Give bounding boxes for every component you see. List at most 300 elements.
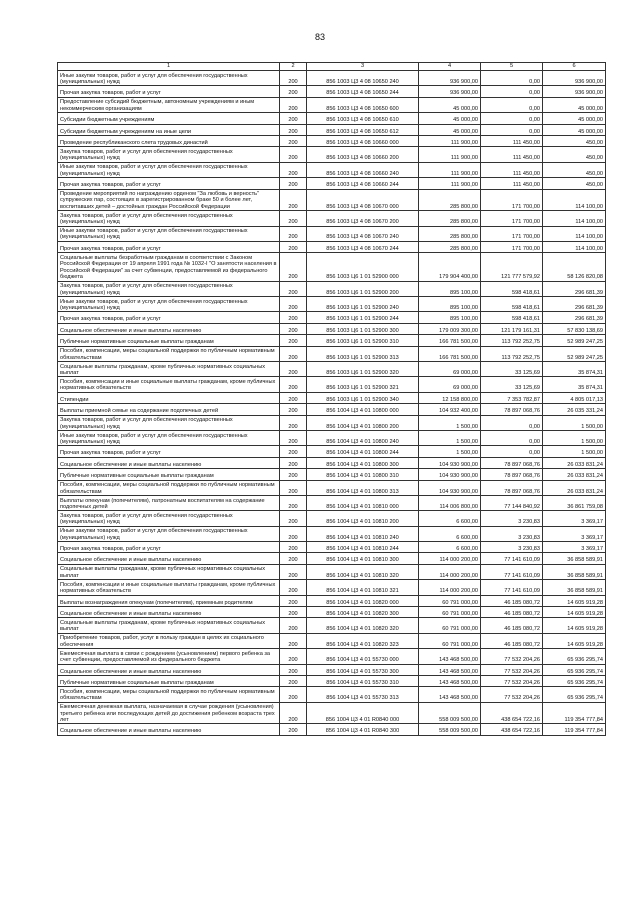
row-col4-value-cell: 111 900,00 xyxy=(419,135,481,146)
row-code-a-cell: 200 xyxy=(280,404,307,415)
table-row xyxy=(58,323,606,334)
row-classification-code-cell: 856 1004 Ц3 4 01 55730 000 xyxy=(307,649,419,664)
row-name-cell: Пособия, компенсации, меры социальной поддержки по публичным нормативным обязательствам xyxy=(58,687,280,702)
row-col6-value-cell: 4 805 017,13 xyxy=(543,392,606,403)
row-col6-value-cell: 114 100,00 xyxy=(543,226,606,241)
row-code-a-cell: 200 xyxy=(280,676,307,687)
row-classification-code-cell: 856 1003 Ц6 1 01 52900 321 xyxy=(307,377,419,392)
row-classification-code-cell: 856 1004 Ц3 4 01 10810 240 xyxy=(307,526,419,541)
row-classification-code-cell: 856 1004 Ц3 4 01 10810 200 xyxy=(307,511,419,526)
row-classification-code-cell: 856 1004 Ц3 4 01 10800 000 xyxy=(307,404,419,415)
row-code-a-cell: 200 xyxy=(280,618,307,633)
row-col5-value-cell: 77 532 204,26 xyxy=(481,676,543,687)
row-col5-value-cell: 111 450,00 xyxy=(481,162,543,177)
row-classification-code-cell: 856 1003 Ц3 4 08 10660 000 xyxy=(307,135,419,146)
table-row xyxy=(58,495,606,510)
row-col5-value-cell: 78 897 068,76 xyxy=(481,469,543,480)
row-col6-value-cell: 450,00 xyxy=(543,178,606,189)
row-col4-value-cell: 143 468 500,00 xyxy=(419,676,481,687)
row-classification-code-cell: 856 1003 Ц6 1 01 52900 340 xyxy=(307,392,419,403)
row-col6-value-cell: 52 989 247,25 xyxy=(543,346,606,361)
row-name-cell: Прочая закупка товаров, работ и услуг xyxy=(58,241,280,252)
row-col5-value-cell: 113 792 252,75 xyxy=(481,346,543,361)
row-name-cell: Закупка товаров, работ и услуг для обеспечения государственных (муниципальных) нужд xyxy=(58,147,280,162)
row-classification-code-cell: 856 1004 Ц3 4 01 55730 310 xyxy=(307,676,419,687)
row-name-cell: Выплаты опекунам (попечителям), патронатным воспитателям на содержание подопечных детей xyxy=(58,495,280,510)
row-name-cell: Проведение республиканского слета трудовых династий xyxy=(58,135,280,146)
row-classification-code-cell: 856 1003 Ц6 1 01 52900 310 xyxy=(307,335,419,346)
table-row xyxy=(58,633,606,648)
row-code-a-cell: 200 xyxy=(280,542,307,553)
row-code-a-cell: 200 xyxy=(280,480,307,495)
row-classification-code-cell: 856 1003 Ц3 4 08 10660 200 xyxy=(307,147,419,162)
row-name-cell: Проведение мероприятий по награждению орденом "За любовь и верность" супружеских пар, состоящих в зарегистрированном браке 50 и более лет, воспитавших детей – достойных граждан Российской Федерации xyxy=(58,189,280,211)
table-row xyxy=(58,113,606,124)
row-name-cell: Публичные нормативные социальные выплаты гражданам xyxy=(58,335,280,346)
row-name-cell: Пособия, компенсации и иные социальные выплаты гражданам, кроме публичных нормативных обязательств xyxy=(58,580,280,595)
row-name-cell: Ежемесячная денежная выплата, назначаемая в случае рождения (усыновления) третьего ребенка или последующих детей до достижения ребенком возраста трех лет xyxy=(58,702,280,724)
table-row xyxy=(58,392,606,403)
row-col4-value-cell: 12 158 800,00 xyxy=(419,392,481,403)
table-row xyxy=(58,362,606,377)
table-row xyxy=(58,687,606,702)
row-col4-value-cell: 114 000 200,00 xyxy=(419,564,481,579)
row-col4-value-cell: 6 600,00 xyxy=(419,526,481,541)
row-name-cell: Прочая закупка товаров, работ и услуг xyxy=(58,542,280,553)
row-col5-value-cell: 46 185 080,72 xyxy=(481,618,543,633)
row-col4-value-cell: 60 791 000,00 xyxy=(419,607,481,618)
row-classification-code-cell: 856 1003 Ц3 4 08 10670 240 xyxy=(307,226,419,241)
row-col5-value-cell: 598 418,61 xyxy=(481,281,543,296)
row-col5-value-cell: 438 654 722,16 xyxy=(481,702,543,724)
row-classification-code-cell: 856 1004 Ц3 4 01 10800 310 xyxy=(307,469,419,480)
row-col5-value-cell: 3 230,83 xyxy=(481,511,543,526)
row-code-a-cell: 200 xyxy=(280,649,307,664)
row-code-a-cell: 200 xyxy=(280,511,307,526)
row-classification-code-cell: 856 1004 Ц3 4 01 10820 300 xyxy=(307,607,419,618)
row-col6-value-cell: 65 936 295,74 xyxy=(543,676,606,687)
table-body xyxy=(58,71,606,736)
row-col5-value-cell: 0,00 xyxy=(481,430,543,445)
table-row xyxy=(58,553,606,564)
row-col5-value-cell: 171 700,00 xyxy=(481,189,543,211)
row-code-a-cell: 200 xyxy=(280,253,307,281)
row-col6-value-cell: 114 100,00 xyxy=(543,241,606,252)
table-row xyxy=(58,564,606,579)
row-col6-value-cell: 114 100,00 xyxy=(543,211,606,226)
row-name-cell: Иные закупки товаров, работ и услуг для обеспечения государственных (муниципальных) нужд xyxy=(58,226,280,241)
row-name-cell: Пособия, компенсации, меры социальной поддержки по публичным нормативным обязательствам xyxy=(58,480,280,495)
row-classification-code-cell: 856 1003 Ц6 1 01 52900 240 xyxy=(307,297,419,312)
row-col5-value-cell: 598 418,61 xyxy=(481,297,543,312)
row-col5-value-cell: 438 654 722,16 xyxy=(481,724,543,735)
table-row xyxy=(58,469,606,480)
row-col5-value-cell: 78 897 068,76 xyxy=(481,457,543,468)
row-col5-value-cell: 121 179 161,31 xyxy=(481,323,543,334)
row-name-cell: Выплаты вознаграждения опекунам (попечителям), приемным родителям xyxy=(58,595,280,606)
row-code-a-cell: 200 xyxy=(280,312,307,323)
row-name-cell: Социальные выплаты безработным гражданам в соответствии с Законом Российской Федерации от 19 апреля 1991 года № 1032-I "О занятости населения в Российской Федерации" за счет субвенции, предоставляемой из федерального бюджета xyxy=(58,253,280,281)
row-code-a-cell: 200 xyxy=(280,71,307,86)
row-name-cell: Социальное обеспечение и иные выплаты населению xyxy=(58,724,280,735)
table-row xyxy=(58,649,606,664)
row-col4-value-cell: 60 791 000,00 xyxy=(419,618,481,633)
row-col6-value-cell: 14 605 919,28 xyxy=(543,595,606,606)
row-col5-value-cell: 598 418,61 xyxy=(481,312,543,323)
row-classification-code-cell: 856 1004 Ц3 4 01 55730 300 xyxy=(307,664,419,675)
row-col5-value-cell: 0,00 xyxy=(481,446,543,457)
column-header: 3 xyxy=(307,63,419,71)
row-col6-value-cell: 296 681,39 xyxy=(543,312,606,323)
table-row xyxy=(58,281,606,296)
table-row xyxy=(58,97,606,112)
row-col4-value-cell: 69 000,00 xyxy=(419,362,481,377)
row-classification-code-cell: 856 1004 Ц3 4 01 10810 000 xyxy=(307,495,419,510)
row-code-a-cell: 200 xyxy=(280,580,307,595)
row-col6-value-cell: 36 858 589,91 xyxy=(543,564,606,579)
table-row xyxy=(58,702,606,724)
row-col4-value-cell: 45 000,00 xyxy=(419,97,481,112)
row-col5-value-cell: 0,00 xyxy=(481,86,543,97)
row-col6-value-cell: 450,00 xyxy=(543,162,606,177)
row-col6-value-cell: 45 000,00 xyxy=(543,113,606,124)
row-classification-code-cell: 856 1003 Ц6 1 01 52900 320 xyxy=(307,362,419,377)
row-code-a-cell: 200 xyxy=(280,377,307,392)
row-code-a-cell: 200 xyxy=(280,724,307,735)
table-row xyxy=(58,86,606,97)
row-col5-value-cell: 33 125,69 xyxy=(481,362,543,377)
row-col6-value-cell: 1 500,00 xyxy=(543,415,606,430)
row-classification-code-cell: 856 1003 Ц6 1 01 52900 244 xyxy=(307,312,419,323)
row-code-a-cell: 200 xyxy=(280,702,307,724)
row-code-a-cell: 200 xyxy=(280,113,307,124)
row-col6-value-cell: 57 830 138,69 xyxy=(543,323,606,334)
row-name-cell: Закупка товаров, работ и услуг для обеспечения государственных (муниципальных) нужд xyxy=(58,511,280,526)
row-name-cell: Ежемесячная выплата в связи с рождением (усыновлением) первого ребенка за счет субвенции, предоставляемой из федерального бюджета xyxy=(58,649,280,664)
row-col4-value-cell: 895 100,00 xyxy=(419,297,481,312)
table-row xyxy=(58,664,606,675)
row-name-cell: Публичные нормативные социальные выплаты гражданам xyxy=(58,469,280,480)
table-row xyxy=(58,595,606,606)
row-col4-value-cell: 6 600,00 xyxy=(419,542,481,553)
table-row xyxy=(58,446,606,457)
row-name-cell: Иные закупки товаров, работ и услуг для обеспечения государственных (муниципальных) нужд xyxy=(58,162,280,177)
row-col5-value-cell: 0,00 xyxy=(481,71,543,86)
row-classification-code-cell: 856 1003 Ц3 4 08 10650 610 xyxy=(307,113,419,124)
row-col6-value-cell: 36 858 589,91 xyxy=(543,580,606,595)
row-classification-code-cell: 856 1004 Ц3 4 01 10820 323 xyxy=(307,633,419,648)
row-name-cell: Субсидии бюджетным учреждениям xyxy=(58,113,280,124)
row-name-cell: Прочая закупка товаров, работ и услуг xyxy=(58,178,280,189)
row-name-cell: Иные закупки товаров, работ и услуг для обеспечения государственных (муниципальных) нужд xyxy=(58,430,280,445)
row-name-cell: Приобретение товаров, работ, услуг в пользу граждан в целях их социального обеспечения xyxy=(58,633,280,648)
row-classification-code-cell: 856 1004 Ц3 4 01 10810 244 xyxy=(307,542,419,553)
row-name-cell: Прочая закупка товаров, работ и услуг xyxy=(58,86,280,97)
row-col5-value-cell: 3 230,83 xyxy=(481,542,543,553)
row-col6-value-cell: 14 605 919,28 xyxy=(543,607,606,618)
row-code-a-cell: 200 xyxy=(280,607,307,618)
row-classification-code-cell: 856 1004 Ц3 4 01 10820 320 xyxy=(307,618,419,633)
row-name-cell: Иные закупки товаров, работ и услуг для обеспечения государственных (муниципальных) нужд xyxy=(58,297,280,312)
row-col4-value-cell: 936 900,00 xyxy=(419,86,481,97)
column-header: 4 xyxy=(419,63,481,71)
row-col5-value-cell: 171 700,00 xyxy=(481,241,543,252)
table-row xyxy=(58,335,606,346)
row-name-cell: Закупка товаров, работ и услуг для обеспечения государственных (муниципальных) нужд xyxy=(58,281,280,296)
row-col5-value-cell: 0,00 xyxy=(481,113,543,124)
table-row xyxy=(58,312,606,323)
row-name-cell: Прочая закупка товаров, работ и услуг xyxy=(58,446,280,457)
row-name-cell: Стипендии xyxy=(58,392,280,403)
row-col5-value-cell: 77 144 840,92 xyxy=(481,495,543,510)
column-header: 2 xyxy=(280,63,307,71)
row-col5-value-cell: 171 700,00 xyxy=(481,226,543,241)
table-row xyxy=(58,404,606,415)
row-col4-value-cell: 111 900,00 xyxy=(419,162,481,177)
row-col5-value-cell: 0,00 xyxy=(481,97,543,112)
row-col4-value-cell: 285 800,00 xyxy=(419,241,481,252)
row-col5-value-cell: 46 185 080,72 xyxy=(481,633,543,648)
row-col4-value-cell: 1 500,00 xyxy=(419,415,481,430)
row-col4-value-cell: 60 791 000,00 xyxy=(419,633,481,648)
row-col4-value-cell: 143 468 500,00 xyxy=(419,664,481,675)
table-row xyxy=(58,377,606,392)
row-col5-value-cell: 111 450,00 xyxy=(481,178,543,189)
row-col5-value-cell: 7 353 782,87 xyxy=(481,392,543,403)
row-col5-value-cell: 77 532 204,26 xyxy=(481,649,543,664)
row-classification-code-cell: 856 1004 Ц3 4 01 10800 200 xyxy=(307,415,419,430)
row-col6-value-cell: 14 605 919,28 xyxy=(543,618,606,633)
row-code-a-cell: 200 xyxy=(280,633,307,648)
row-col4-value-cell: 895 100,00 xyxy=(419,312,481,323)
table-row xyxy=(58,135,606,146)
row-col5-value-cell: 3 230,83 xyxy=(481,526,543,541)
row-col6-value-cell: 14 605 919,28 xyxy=(543,633,606,648)
row-code-a-cell: 200 xyxy=(280,297,307,312)
row-col6-value-cell: 26 033 831,24 xyxy=(543,480,606,495)
row-col5-value-cell: 111 450,00 xyxy=(481,147,543,162)
table-row xyxy=(58,676,606,687)
row-col6-value-cell: 52 989 247,25 xyxy=(543,335,606,346)
row-classification-code-cell: 856 1003 Ц3 4 08 10650 600 xyxy=(307,97,419,112)
row-code-a-cell: 200 xyxy=(280,415,307,430)
row-name-cell: Социальное обеспечение и иные выплаты населению xyxy=(58,607,280,618)
row-name-cell: Социальные выплаты гражданам, кроме публичных нормативных социальных выплат xyxy=(58,362,280,377)
row-code-a-cell: 200 xyxy=(280,189,307,211)
row-col4-value-cell: 114 006 800,00 xyxy=(419,495,481,510)
row-col6-value-cell: 65 936 295,74 xyxy=(543,687,606,702)
row-classification-code-cell: 856 1003 Ц6 1 01 52900 000 xyxy=(307,253,419,281)
row-col4-value-cell: 895 100,00 xyxy=(419,281,481,296)
row-code-a-cell: 200 xyxy=(280,346,307,361)
row-name-cell: Прочая закупка товаров, работ и услуг xyxy=(58,312,280,323)
table-row xyxy=(58,415,606,430)
row-col4-value-cell: 1 500,00 xyxy=(419,446,481,457)
row-classification-code-cell: 856 1004 Ц3 4 01 10810 321 xyxy=(307,580,419,595)
row-code-a-cell: 200 xyxy=(280,211,307,226)
row-classification-code-cell: 856 1004 Ц3 4 01 10800 244 xyxy=(307,446,419,457)
row-classification-code-cell: 856 1003 Ц3 4 08 10670 000 xyxy=(307,189,419,211)
row-col6-value-cell: 450,00 xyxy=(543,147,606,162)
row-col6-value-cell: 3 369,17 xyxy=(543,542,606,553)
row-col4-value-cell: 69 000,00 xyxy=(419,377,481,392)
table-row xyxy=(58,124,606,135)
row-col5-value-cell: 78 897 068,76 xyxy=(481,404,543,415)
row-col5-value-cell: 0,00 xyxy=(481,415,543,430)
row-classification-code-cell: 856 1003 Ц3 4 08 10660 240 xyxy=(307,162,419,177)
row-name-cell: Социальные выплаты гражданам, кроме публичных нормативных социальных выплат xyxy=(58,618,280,633)
table-row xyxy=(58,542,606,553)
row-col4-value-cell: 6 600,00 xyxy=(419,511,481,526)
row-code-a-cell: 200 xyxy=(280,86,307,97)
row-col4-value-cell: 104 930 900,00 xyxy=(419,480,481,495)
row-name-cell: Закупка товаров, работ и услуг для обеспечения государственных (муниципальных) нужд xyxy=(58,211,280,226)
row-col6-value-cell: 296 681,39 xyxy=(543,297,606,312)
row-name-cell: Выплаты приемной семье на содержание подопечных детей xyxy=(58,404,280,415)
row-code-a-cell: 200 xyxy=(280,687,307,702)
row-code-a-cell: 200 xyxy=(280,162,307,177)
row-col4-value-cell: 285 800,00 xyxy=(419,189,481,211)
row-col4-value-cell: 143 468 500,00 xyxy=(419,649,481,664)
table-row xyxy=(58,480,606,495)
row-code-a-cell: 200 xyxy=(280,147,307,162)
row-code-a-cell: 200 xyxy=(280,564,307,579)
row-col6-value-cell: 26 035 331,24 xyxy=(543,404,606,415)
table-row xyxy=(58,226,606,241)
row-code-a-cell: 200 xyxy=(280,392,307,403)
row-col6-value-cell: 1 500,00 xyxy=(543,430,606,445)
row-col4-value-cell: 45 000,00 xyxy=(419,124,481,135)
row-classification-code-cell: 856 1004 Ц3 4 01 10820 000 xyxy=(307,595,419,606)
row-col4-value-cell: 166 781 500,00 xyxy=(419,346,481,361)
row-col6-value-cell: 26 033 831,24 xyxy=(543,469,606,480)
row-code-a-cell: 200 xyxy=(280,553,307,564)
table-row xyxy=(58,253,606,281)
row-classification-code-cell: 856 1003 Ц6 1 01 52900 200 xyxy=(307,281,419,296)
row-code-a-cell: 200 xyxy=(280,430,307,445)
row-col5-value-cell: 46 185 080,72 xyxy=(481,607,543,618)
row-col6-value-cell: 3 369,17 xyxy=(543,511,606,526)
row-col4-value-cell: 1 500,00 xyxy=(419,430,481,445)
row-name-cell: Социальное обеспечение и иные выплаты населению xyxy=(58,553,280,564)
row-col4-value-cell: 104 930 900,00 xyxy=(419,469,481,480)
row-code-a-cell: 200 xyxy=(280,97,307,112)
row-col6-value-cell: 35 874,31 xyxy=(543,362,606,377)
row-col4-value-cell: 936 900,00 xyxy=(419,71,481,86)
table-row xyxy=(58,189,606,211)
row-col4-value-cell: 60 791 000,00 xyxy=(419,595,481,606)
row-classification-code-cell: 856 1004 Ц3 4 01 10800 240 xyxy=(307,430,419,445)
row-col6-value-cell: 119 354 777,84 xyxy=(543,724,606,735)
table-row xyxy=(58,241,606,252)
row-col5-value-cell: 77 141 610,09 xyxy=(481,580,543,595)
table-row xyxy=(58,346,606,361)
row-col4-value-cell: 114 000 200,00 xyxy=(419,553,481,564)
row-code-a-cell: 200 xyxy=(280,664,307,675)
row-name-cell: Публичные нормативные социальные выплаты гражданам xyxy=(58,676,280,687)
row-col6-value-cell: 65 936 295,74 xyxy=(543,649,606,664)
row-code-a-cell: 200 xyxy=(280,335,307,346)
row-classification-code-cell: 856 1004 Ц3 4 01 R0840 000 xyxy=(307,702,419,724)
row-classification-code-cell: 856 1003 Ц3 4 08 10650 240 xyxy=(307,71,419,86)
row-code-a-cell: 200 xyxy=(280,446,307,457)
row-col6-value-cell: 296 681,39 xyxy=(543,281,606,296)
row-classification-code-cell: 856 1003 Ц6 1 01 52900 313 xyxy=(307,346,419,361)
row-classification-code-cell: 856 1003 Ц3 4 08 10650 244 xyxy=(307,86,419,97)
row-classification-code-cell: 856 1003 Ц3 4 08 10660 244 xyxy=(307,178,419,189)
table-row xyxy=(58,526,606,541)
budget-table xyxy=(57,62,606,736)
row-col4-value-cell: 179 009 300,00 xyxy=(419,323,481,334)
row-col6-value-cell: 119 354 777,84 xyxy=(543,702,606,724)
row-col5-value-cell: 171 700,00 xyxy=(481,211,543,226)
row-name-cell: Субсидии бюджетным учреждениям на иные цели xyxy=(58,124,280,135)
row-classification-code-cell: 856 1003 Ц3 4 08 10670 200 xyxy=(307,211,419,226)
row-code-a-cell: 200 xyxy=(280,226,307,241)
row-classification-code-cell: 856 1003 Ц3 4 08 10670 244 xyxy=(307,241,419,252)
row-col6-value-cell: 936 900,00 xyxy=(543,86,606,97)
row-name-cell: Предоставление субсидий бюджетным, автономным учреждениям и иным некоммерческим организациям xyxy=(58,97,280,112)
table-row xyxy=(58,511,606,526)
row-col4-value-cell: 285 800,00 xyxy=(419,226,481,241)
table-header-row xyxy=(58,63,606,71)
row-col5-value-cell: 78 897 068,76 xyxy=(481,480,543,495)
row-col5-value-cell: 33 125,69 xyxy=(481,377,543,392)
row-col6-value-cell: 36 861 759,08 xyxy=(543,495,606,510)
row-col6-value-cell: 36 858 589,91 xyxy=(543,553,606,564)
row-classification-code-cell: 856 1003 Ц6 1 01 52900 300 xyxy=(307,323,419,334)
row-col5-value-cell: 0,00 xyxy=(481,124,543,135)
row-col4-value-cell: 558 009 500,00 xyxy=(419,724,481,735)
row-col6-value-cell: 1 500,00 xyxy=(543,446,606,457)
row-classification-code-cell: 856 1004 Ц3 4 01 10810 300 xyxy=(307,553,419,564)
row-col4-value-cell: 45 000,00 xyxy=(419,113,481,124)
row-col6-value-cell: 450,00 xyxy=(543,135,606,146)
page-number: 83 xyxy=(314,32,325,42)
row-code-a-cell: 200 xyxy=(280,595,307,606)
row-col6-value-cell: 114 100,00 xyxy=(543,189,606,211)
row-code-a-cell: 200 xyxy=(280,124,307,135)
row-col5-value-cell: 113 792 252,75 xyxy=(481,335,543,346)
column-header: 6 xyxy=(543,63,606,71)
row-code-a-cell: 200 xyxy=(280,457,307,468)
table-row xyxy=(58,297,606,312)
row-code-a-cell: 200 xyxy=(280,178,307,189)
row-code-a-cell: 200 xyxy=(280,526,307,541)
table-row xyxy=(58,430,606,445)
table-row xyxy=(58,147,606,162)
row-name-cell: Социальные выплаты гражданам, кроме публичных нормативных социальных выплат xyxy=(58,564,280,579)
row-col6-value-cell: 45 000,00 xyxy=(543,97,606,112)
row-col4-value-cell: 166 781 500,00 xyxy=(419,335,481,346)
row-col5-value-cell: 77 532 204,26 xyxy=(481,664,543,675)
row-col5-value-cell: 121 777 579,92 xyxy=(481,253,543,281)
row-col5-value-cell: 77 141 610,09 xyxy=(481,564,543,579)
row-name-cell: Пособия, компенсации и иные социальные выплаты гражданам, кроме публичных нормативных обязательств xyxy=(58,377,280,392)
row-col4-value-cell: 104 930 900,00 xyxy=(419,457,481,468)
row-code-a-cell: 200 xyxy=(280,281,307,296)
row-col4-value-cell: 114 000 200,00 xyxy=(419,580,481,595)
row-classification-code-cell: 856 1004 Ц3 4 01 10800 313 xyxy=(307,480,419,495)
row-col5-value-cell: 111 450,00 xyxy=(481,135,543,146)
row-col4-value-cell: 179 904 400,00 xyxy=(419,253,481,281)
row-col6-value-cell: 3 369,17 xyxy=(543,526,606,541)
row-classification-code-cell: 856 1004 Ц3 4 01 10800 300 xyxy=(307,457,419,468)
row-col4-value-cell: 143 468 500,00 xyxy=(419,687,481,702)
row-name-cell: Пособия, компенсации, меры социальной поддержки по публичным нормативным обязательствам xyxy=(58,346,280,361)
row-col5-value-cell: 77 532 204,26 xyxy=(481,687,543,702)
table-row xyxy=(58,607,606,618)
